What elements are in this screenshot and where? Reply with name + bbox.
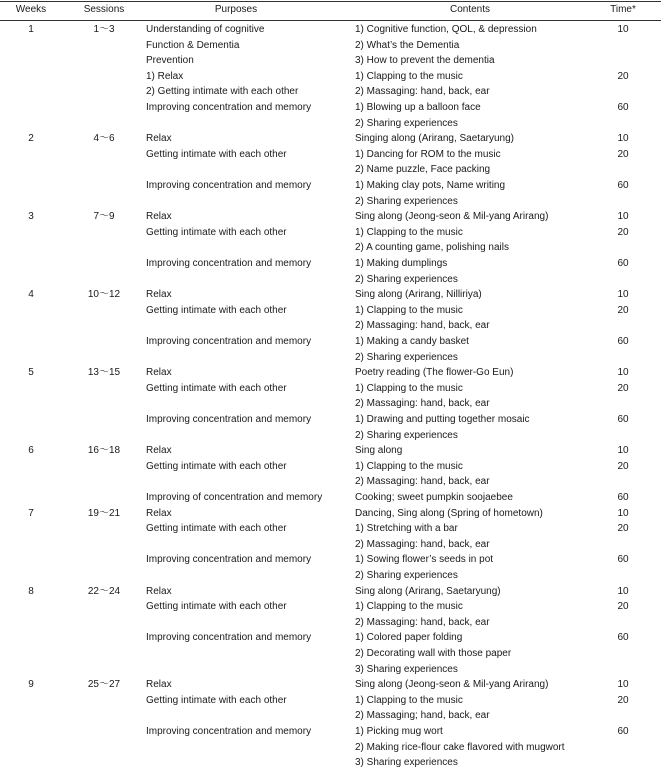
- purpose-line: Getting intimate with each other: [146, 226, 287, 238]
- contents-line: 1) Making clay pots, Name writing: [355, 180, 506, 191]
- contents-line: 1) Clapping to the music: [355, 226, 463, 238]
- time-minutes: 20: [617, 694, 629, 706]
- contents-line: Cooking; sweet pumpkin soojaebee: [355, 492, 513, 503]
- contents-line: 2) A counting game, polishing nails: [355, 242, 509, 254]
- time-minutes: 20: [617, 601, 629, 613]
- contents-line: 2) Massaging: hand, back, ear: [355, 538, 490, 550]
- column-header-sessions: Sessions: [83, 4, 125, 15]
- week-number: 7: [28, 507, 34, 519]
- week-number: 8: [28, 585, 34, 597]
- week-number: 1: [28, 24, 34, 35]
- session-range: 19～21: [87, 507, 121, 519]
- session-range: 13～15: [87, 367, 121, 379]
- contents-line: 1) Dancing for ROM to the music: [355, 148, 501, 160]
- column-header-purposes: Purposes: [214, 4, 258, 15]
- contents-line: Sing along: [355, 445, 403, 457]
- contents-line: 1) Clapping to the music: [355, 460, 463, 472]
- purpose-line: Improving concentration and memory: [146, 102, 312, 113]
- header-bottom-rule: [0, 20, 661, 21]
- time-minutes: 60: [617, 336, 629, 347]
- purpose-line: Relax: [146, 585, 172, 597]
- purpose-line: Getting intimate with each other: [146, 601, 287, 613]
- purpose-line: 1) Relax: [146, 70, 184, 82]
- purpose-line: Relax: [146, 211, 172, 223]
- contents-line: Sing along (Arirang, Saetaryung): [355, 585, 501, 597]
- contents-line: 1) Making a candy basket: [355, 336, 469, 347]
- purpose-line: Getting intimate with each other: [146, 460, 287, 472]
- time-minutes: 20: [617, 382, 629, 394]
- time-minutes: 10: [617, 133, 629, 145]
- purpose-line: Improving concentration and memory: [146, 258, 312, 269]
- contents-line: 1) Clapping to the music: [355, 694, 463, 706]
- contents-line: Singing along (Arirang, Saetaryung): [355, 133, 514, 145]
- time-minutes: 20: [617, 70, 629, 82]
- time-minutes: 60: [617, 492, 629, 503]
- week-number: 3: [28, 211, 34, 223]
- session-range: 10～12: [87, 289, 121, 301]
- contents-line: 2) Name puzzle, Face packing: [355, 164, 491, 176]
- time-minutes: 60: [617, 258, 629, 269]
- time-minutes: 10: [617, 211, 629, 223]
- purpose-line: Improving of concentration and memory: [146, 492, 323, 503]
- contents-line: 1) Clapping to the music: [355, 70, 463, 82]
- contents-line: Sing along (Jeong-seon & Mil-yang Arirang): [355, 679, 549, 691]
- purpose-line: Relax: [146, 679, 172, 691]
- time-minutes: 20: [617, 304, 629, 316]
- contents-line: 2) Decorating wall with those paper: [355, 648, 512, 659]
- contents-line: 3) Sharing experiences: [355, 757, 458, 769]
- time-minutes: 60: [617, 726, 629, 737]
- purpose-line: Getting intimate with each other: [146, 148, 287, 160]
- contents-line: 2) Sharing experiences: [355, 273, 458, 285]
- contents-line: 2) Sharing experiences: [355, 429, 458, 441]
- purpose-line: Relax: [146, 289, 172, 301]
- time-minutes: 10: [617, 367, 629, 379]
- time-minutes: 10: [617, 289, 629, 301]
- session-range: 25～27: [87, 679, 121, 691]
- contents-line: 1) Colored paper folding: [355, 632, 463, 644]
- time-minutes: 10: [617, 507, 629, 519]
- time-minutes: 60: [617, 414, 629, 425]
- contents-line: 1) Sowing flower’s seeds in pot: [355, 554, 494, 566]
- purpose-line: Improving concentration and memory: [146, 632, 312, 644]
- week-number: 6: [28, 445, 34, 457]
- contents-line: 2) Sharing experiences: [355, 351, 458, 363]
- session-range: 7～9: [93, 211, 115, 223]
- session-range: 22～24: [87, 585, 121, 597]
- contents-line: 1) Drawing and putting together mosaic: [355, 414, 530, 425]
- time-minutes: 10: [617, 24, 629, 35]
- week-number: 5: [28, 367, 34, 379]
- time-minutes: 20: [617, 148, 629, 160]
- column-header-contents: Contents: [449, 4, 491, 15]
- contents-line: 2) Sharing experiences: [355, 117, 458, 129]
- contents-line: 1) Making dumplings: [355, 258, 448, 269]
- contents-line: Poetry reading (The flower-Go Eun): [355, 367, 514, 379]
- purpose-line: Function & Dementia: [146, 39, 240, 51]
- time-minutes: 20: [617, 523, 629, 535]
- contents-line: 2) Massaging: hand, back, ear: [355, 86, 490, 98]
- session-range: 16～18: [87, 445, 121, 457]
- week-number: 9: [28, 679, 34, 691]
- time-minutes: 10: [617, 585, 629, 597]
- contents-line: 2) Massaging; hand, back, ear: [355, 710, 490, 722]
- contents-line: 1) Stretching with a bar: [355, 523, 458, 535]
- time-minutes: 10: [617, 445, 629, 457]
- contents-line: 2) Massaging: hand, back, ear: [355, 398, 490, 410]
- purpose-line: Understanding of cognitive: [146, 24, 265, 35]
- contents-line: Dancing, Sing along (Spring of hometown): [355, 507, 543, 519]
- session-range: 1～3: [93, 24, 115, 35]
- purpose-line: Relax: [146, 507, 172, 519]
- purpose-line: 2) Getting intimate with each other: [146, 86, 299, 98]
- time-minutes: 20: [617, 460, 629, 472]
- contents-line: 2) Sharing experiences: [355, 195, 458, 207]
- contents-line: 1) Clapping to the music: [355, 601, 463, 613]
- purpose-line: Improving concentration and memory: [146, 554, 312, 566]
- contents-line: 2) Massaging: hand, back, ear: [355, 320, 490, 332]
- purpose-line: Relax: [146, 367, 172, 379]
- contents-line: 3) How to prevent the dementia: [355, 55, 495, 67]
- purpose-line: Getting intimate with each other: [146, 382, 287, 394]
- time-minutes: 20: [617, 226, 629, 238]
- time-minutes: 60: [617, 180, 629, 191]
- contents-line: 2) Massaging: hand, back, ear: [355, 616, 490, 628]
- column-header-time: Time*: [610, 4, 636, 15]
- purpose-line: Improving concentration and memory: [146, 726, 312, 737]
- time-minutes: 60: [617, 102, 629, 113]
- contents-line: Sing along (Jeong-seon & Mil-yang Arirang): [355, 211, 549, 223]
- purpose-line: Getting intimate with each other: [146, 694, 287, 706]
- contents-line: 2) Making rice-flour cake flavored with mugwort: [355, 741, 565, 753]
- week-number: 2: [28, 133, 34, 145]
- contents-line: 1) Cognitive function, QOL, & depression: [355, 24, 537, 35]
- contents-line: 1) Picking mug wort: [355, 726, 443, 737]
- contents-line: 1) Blowing up a balloon face: [355, 102, 481, 113]
- contents-line: Sing along (Arirang, Nilliriya): [355, 289, 482, 301]
- purpose-line: Relax: [146, 133, 172, 145]
- purpose-line: Improving concentration and memory: [146, 414, 312, 425]
- purpose-line: Getting intimate with each other: [146, 523, 287, 535]
- contents-line: 3) Sharing experiences: [355, 663, 458, 675]
- time-minutes: 60: [617, 632, 629, 644]
- contents-line: 2) Sharing experiences: [355, 570, 458, 581]
- contents-line: 2) Massaging: hand, back, ear: [355, 476, 490, 488]
- contents-line: 1) Clapping to the music: [355, 382, 463, 394]
- purpose-line: Prevention: [146, 55, 194, 67]
- column-header-weeks: Weeks: [15, 4, 47, 15]
- time-minutes: 60: [617, 554, 629, 566]
- purpose-line: Improving concentration and memory: [146, 336, 312, 347]
- session-range: 4～6: [93, 133, 115, 145]
- purpose-line: Improving concentration and memory: [146, 180, 312, 191]
- contents-line: 1) Clapping to the music: [355, 304, 463, 316]
- week-number: 4: [28, 289, 34, 301]
- time-minutes: 10: [617, 679, 629, 691]
- purpose-line: Relax: [146, 445, 172, 457]
- contents-line: 2) What’s the Dementia: [355, 39, 460, 51]
- purpose-line: Getting intimate with each other: [146, 304, 287, 316]
- table-top-rule: [0, 1, 661, 2]
